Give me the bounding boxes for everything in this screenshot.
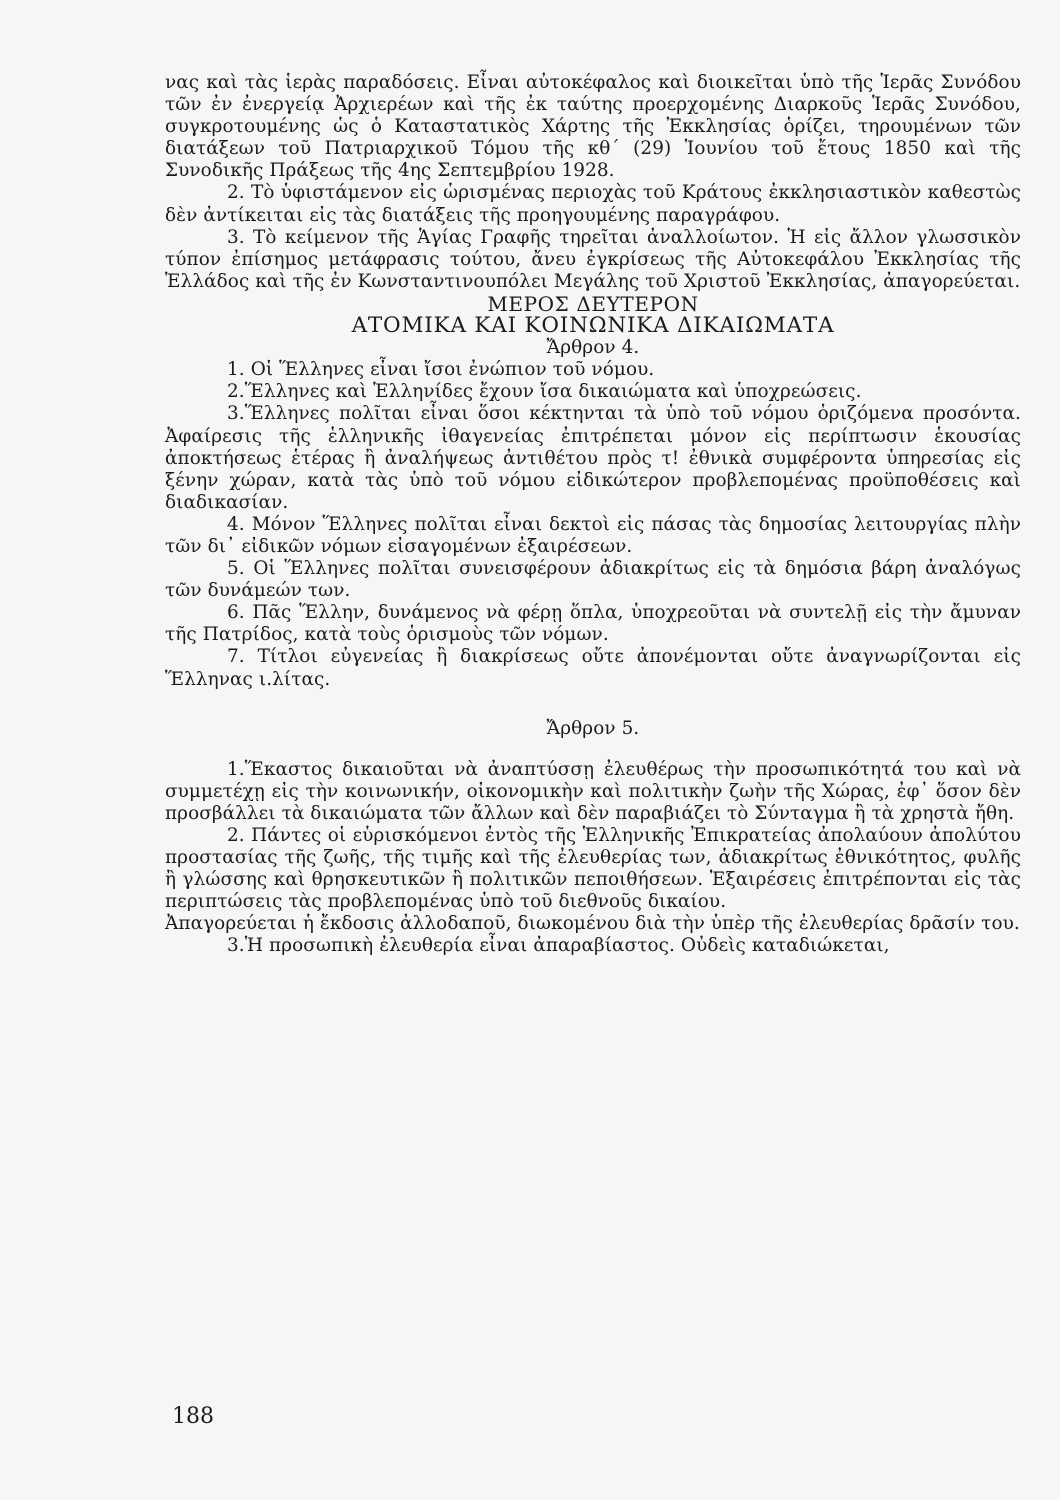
article-4-paragraph-2: 2.Ἕλληνες καὶ Ἑλληνίδες ἔχουν ἴσα δικαιώματα καὶ ὑποχρεώσεις. bbox=[227, 381, 862, 403]
article-4-paragraph-3: 3.Ἕλληνες πολῖται εἶναι ὅσοι κέκτηνται τὰ ὑπὸ τοῦ νόμου ὁριζόμενα προσόντα. Ἀφαίρεσις τῆς ἑλληνικῆς ἰθαγενείας ἐπιτρέπεται μόνον εἰς περίπτωσιν ἑκουσίας ἀποκτήσεως ἑτέρας ἢ ἀναλήψεως ἀντιθέτου πρὸς τ! ἐθνικὰ συμφέροντα ὑπηρεσίας εἰς ξένην χώραν, κατὰ τὰς ὑπὸ τοῦ νόμου εἰδικώτερον προβλεπομένας προϋποθέσεις καὶ διαδικασίαν. bbox=[165, 403, 1021, 513]
article-5-paragraph-2: 2. Πάντες οἱ εὑρισκόμενοι ἐντὸς τῆς Ἑλληνικῆς Ἐπικρατείας ἀπολαύουν ἀπολύτου προστασίας τῆς ζωῆς, τῆς τιμῆς καὶ τῆς ἐλευθερίας των, ἀδιακρίτως ἐθνικότητος, φυλῆς ἢ γλώσσης καὶ θρησκευτικῶν ἢ πολιτικῶν πεποιθήσεων. Ἐξαιρέσεις ἐπιτρέπονται εἰς τὰς περιπτώσεις τὰς προβλεπομένας ὑπὸ τοῦ διεθνοῦς δικαίου. bbox=[165, 825, 1021, 913]
article-4-paragraph-5: 5. Οἱ Ἕλληνες πολῖται συνεισφέρουν ἀδιακρίτως εἰς τὰ δημόσια βάρη ἀναλόγως τῶν δυνάμεών των. bbox=[165, 558, 1021, 602]
page-number: 188 bbox=[172, 1404, 214, 1429]
article-5-paragraph-2-continued: Ἀπαγορεύεται ἡ ἔκδοσις ἀλλοδαποῦ, διωκομένου διὰ τὴν ὑπὲρ τῆς ἐλευθερίας δρᾶσίν του. bbox=[165, 913, 1020, 935]
article-4-paragraph-6: 6. Πᾶς Ἕλλην, δυνάμενος νὰ φέρῃ ὅπλα, ὑποχρεοῦται νὰ συντελῇ εἰς τὴν ἄμυναν τῆς Πατρίδος, κατὰ τοὺς ὁρισμοὺς τῶν νόμων. bbox=[165, 602, 1021, 646]
article-4-title: Ἄρθρον 4. bbox=[546, 337, 640, 359]
article-5-paragraph-3: 3.Ἡ προσωπικὴ ἐλευθερία εἶναι ἀπαραβίαστος. Οὐδεὶς καταδιώκεται, bbox=[227, 935, 890, 957]
section-heading: ΑΤΟΜΙΚΑ ΚΑΙ ΚΟΙΝΩΝΙΚΑ ΔΙΚΑΙΩΜΑΤΑ bbox=[351, 313, 835, 339]
part1-paragraph-2: 2. Τὸ ὑφιστάμενον εἰς ὡρισμένας περιοχὰς τοῦ Κράτους ἐκκλησιαστικὸν καθεστὼς δὲν ἀντίκειται εἰς τὰς διατάξεις τῆς προηγουμένης παραγράφου. bbox=[165, 182, 1021, 226]
part1-continuation-paragraph: νας καὶ τὰς ἱερὰς παραδόσεις. Εἶναι αὐτοκέφαλος καὶ διοικεῖται ὑπὸ τῆς Ἱερᾶς Συνόδου τῶν ἐν ἐνεργείᾳ Ἀρχιερέων καὶ τῆς ἐκ ταύτης προερχομένης Διαρκοῦς Ἱερᾶς Συνόδου, συγκροτουμένης ὡς ὁ Καταστατικὸς Χάρτης τῆς Ἐκκλησίας ὁρίζει, τηρουμένων τῶν διατάξεων τοῦ Πατριαρχικοῦ Τόμου τῆς κθ΄ (29) Ἰουνίου τοῦ ἔτους 1850 καὶ τῆς Συνοδικῆς Πράξεως τῆς 4ης Σεπτεμβρίου 1928. bbox=[165, 72, 1021, 182]
article-5-title: Ἄρθρον 5. bbox=[546, 717, 640, 739]
part-heading: ΜΕΡΟΣ ΔΕΥΤΕΡΟΝ bbox=[487, 291, 699, 316]
article-4-paragraph-7: 7. Τίτλοι εὐγενείας ἢ διακρίσεως οὔτε ἀπονέμονται οὔτε ἀναγνωρίζονται εἰς Ἕλληνας ι.λίτας. bbox=[165, 646, 1021, 690]
article-4-paragraph-1: 1. Οἱ Ἕλληνες εἶναι ἴσοι ἐνώπιον τοῦ νόμου. bbox=[227, 359, 655, 381]
article-4-paragraph-4: 4. Μόνον Ἕλληνες πολῖται εἶναι δεκτοὶ εἰς πάσας τὰς δημοσίας λειτουργίας πλὴν τῶν δι᾽ εἰδικῶν νόμων εἰσαγομένων ἐξαιρέσεων. bbox=[165, 513, 1021, 557]
article-5-paragraph-1: 1.Ἕκαστος δικαιοῦται νὰ ἀναπτύσσῃ ἐλευθέρως τὴν προσωπικότητά του καὶ νὰ συμμετέχῃ εἰς τὴν κοινωνικήν, οἰκονομικὴν καὶ πολιτικὴν ζωὴν τῆς Χώρας, ἐφ᾽ ὅσον δὲν προσβάλλει τὰ δικαιώματα τῶν ἄλλων καὶ δὲν παραβιάζει τὸ Σύνταγμα ἢ τὰ χρηστὰ ἤθη. bbox=[165, 758, 1021, 824]
part1-paragraph-3: 3. Τὸ κείμενον τῆς Ἁγίας Γραφῆς τηρεῖται ἀναλλοίωτον. Ἡ εἰς ἄλλον γλωσσικὸν τύπον ἐπίσημος μετάφρασις τούτου, ἄνευ ἐγκρίσεως τῆς Αὐτοκεφάλου Ἐκκλησίας τῆς Ἑλλάδος καὶ τῆς ἐν Κωνσταντινουπόλει Μεγάλης τοῦ Χριστοῦ Ἐκκλησίας, ἀπαγορεύεται. bbox=[165, 226, 1021, 292]
document-page bbox=[165, 72, 1021, 958]
